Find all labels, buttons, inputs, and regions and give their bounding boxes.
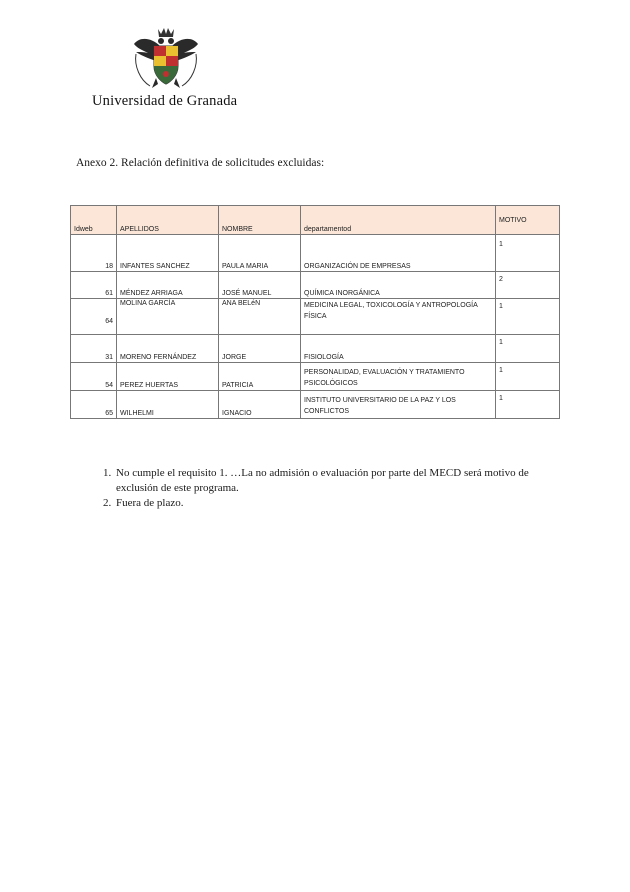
university-coat-of-arms-logo — [130, 26, 202, 94]
list-item: 1. No cumple el requisito 1. …La no admisión o evaluación por parte del MECD será motivo de exclusión de este programa. — [114, 466, 564, 496]
table-row — [71, 235, 560, 272]
cell-departamento: QUÍMICA INORGÁNICA — [301, 272, 496, 299]
column-header-apellidos: APELLIDOS — [117, 206, 219, 235]
cell-departamento: MEDICINA LEGAL, TOXICOLOGÍA Y ANTROPOLOGÍA FÍSICA — [301, 299, 496, 335]
cell-idweb: 64 — [71, 299, 117, 335]
table-header-row — [71, 206, 560, 235]
cell-departamento: ORGANIZACIÓN DE EMPRESAS — [301, 235, 496, 272]
cell-nombre: JOSÉ MANUEL — [219, 272, 301, 299]
annex-title: Anexo 2. Relación definitiva de solicitudes excluidas: — [76, 157, 325, 169]
cell-motivo: 1 — [496, 363, 560, 391]
cell-motivo: 2 — [496, 272, 560, 299]
crown-icon — [158, 28, 174, 37]
cell-idweb: 18 — [71, 235, 117, 272]
table-row — [71, 272, 560, 299]
table-row — [71, 299, 560, 335]
excluded-applications-table — [70, 205, 560, 419]
column-header-departamento: departamentod — [301, 206, 496, 235]
cell-apellidos: INFANTES SANCHEZ — [117, 235, 219, 272]
cell-apellidos: WILHELMI — [117, 391, 219, 419]
table-row — [71, 335, 560, 363]
cell-motivo: 1 — [496, 299, 560, 335]
cell-motivo: 1 — [496, 391, 560, 419]
column-header-idweb: Idweb — [71, 206, 117, 235]
cell-apellidos: PEREZ HUERTAS — [117, 363, 219, 391]
cell-apellidos: MOLINA GARCÍA — [117, 299, 219, 335]
table-row — [71, 391, 560, 419]
shield-icon — [154, 46, 178, 84]
column-header-motivo: MOTIVO — [496, 206, 560, 235]
university-name: Universidad de Granada — [92, 93, 238, 109]
exclusion-reasons-list — [96, 466, 564, 511]
cell-apellidos: MÉNDEZ ARRIAGA — [117, 272, 219, 299]
cell-motivo: 1 — [496, 335, 560, 363]
list-item: 2. Fuera de plazo. — [114, 496, 564, 511]
cell-nombre: JORGE — [219, 335, 301, 363]
cell-nombre: ANA BELéN — [219, 299, 301, 335]
cell-departamento: PERSONALIDAD, EVALUACIÓN Y TRATAMIENTO PSICOLÓGICOS — [301, 363, 496, 391]
cell-departamento: FISIOLOGÍA — [301, 335, 496, 363]
cell-nombre: IGNACIO — [219, 391, 301, 419]
column-header-nombre: NOMBRE — [219, 206, 301, 235]
cell-idweb: 65 — [71, 391, 117, 419]
cell-idweb: 54 — [71, 363, 117, 391]
cell-motivo: 1 — [496, 235, 560, 272]
cell-idweb: 61 — [71, 272, 117, 299]
cell-apellidos: MORENO FERNÁNDEZ — [117, 335, 219, 363]
cell-departamento: INSTITUTO UNIVERSITARIO DE LA PAZ Y LOS CONFLICTOS — [301, 391, 496, 419]
cell-nombre: PAULA MARIA — [219, 235, 301, 272]
cell-idweb: 31 — [71, 335, 117, 363]
cell-nombre: PATRICIA — [219, 363, 301, 391]
table-row — [71, 363, 560, 391]
